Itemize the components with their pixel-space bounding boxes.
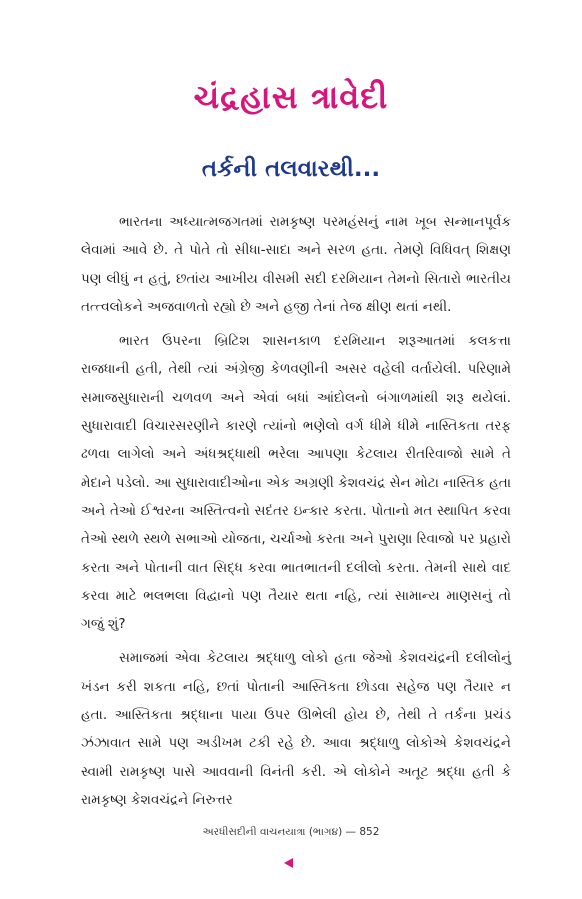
author-name: ચંદ્રહાસ ત્રાવેદી xyxy=(193,78,389,116)
paragraph-2: ભારત ઉપરના બ્રિટિશ શાસનકાળ દરમિયાન શરૂઆતમાં કલકત્તા રાજધાની હતી, તેથી ત્યાં અંગ્રેજી કેળવણીની અસર વહેલી વર્તાયેલી. પરિણામે સમાજસુધારાની ચળવળ અને એવાં બધાં આંદોલનો બંગાળમાંથી શરૂ થયેલાં. સુધારાવાદી વિચારસરણીને કારણે ત્યાંનો ભણેલો વર્ગ ધીમે ધીમે નાસ્તિકતા તરફ ઢળવા લાગેલો અને અંધશ્રદ્ધાથી ભરેલા આપણા કેટલાય રીતરિવાજો સામે તે મેદાને પડેલો. આ સુધારાવાદીઓના એક અગ્રણી કેશવચંદ્ર સેન મોટા નાસ્તિક હતા અને તેઓ ઈશ્વરના અસ્તિત્વનો સદંતર ઇન્કાર કરતા. પોતાનો મત સ્થાપિત કરવા તેઓ સ્થળે સ્થળે સભાઓ યોજતા, ચર્ચાઓ કરતા અને પુરાણા રિવાજો પર પ્રહારો કરતા અને પોતાની વાત સિદ્ધ કરવા ભાતભાતની દલીલો કરતા. તેમની સાથે વાદ કરવા માટે ભલભલા વિદ્વાનો પણ તૈયાર થતા નહિ, ત્યાં સામાન્ય માણસનું તો ગજું શું? xyxy=(81,333,511,633)
paragraph-1: ભારતના અધ્યાત્મજગતમાં રામકૃષ્ણ પરમહંસનું નામ ખૂબ સન્માનપૂર્વક લેવામાં આવે છે. તે પોતે તો સીધા-સાદા અને સરળ હતા. તેમણે વિધિવત્ શિક્ષણ પણ લીધું ન હતું, છતાંય આખીય વીસમી સદી દરમિયાન તેમનો સિતારો ભારતીય તત્ત્વલોકને અજવાળતો રહ્યો છે અને હજી તેનાં તેજ ક્ષીણ થતાં નથી. xyxy=(81,214,511,315)
article-body xyxy=(81,208,511,814)
page-footer: અરધીસદીની વાચનયાત્રા (ભાગ૪) — 852 xyxy=(202,826,380,838)
article-title: તર્કની તલવારથી... xyxy=(201,156,381,182)
paragraph-3: સમાજમાં એવા કેટલાય શ્રદ્ધાળુ લોકો હતા જેઓ કેશવચંદ્રની દલીલોનું ખંડન કરી શકતા નહિ, છતાં પોતાની આસ્તિકતા છોડવા સહેજ પણ તૈયાર ન હતા. આસ્તિકતા શ્રદ્ધાના પાયા ઉપર ઊભેલી હોય છે, તેથી તે તર્કના પ્રચંડ ઝંઝાવાત સામે પણ અડીખમ ટકી રહે છે. આવા શ્રદ્ધાળુ લોકોએ કેશવચંદ્રને સ્વામી રામકૃષ્ણ પાસે આવવાની વિનંતી કરી. એ લોકોને અતૂટ શ્રદ્ધા હતી કે રામકૃષ્ણ કેશવચંદ્રને નિરુત્તર xyxy=(81,650,511,808)
left-arrow-icon[interactable] xyxy=(284,858,293,868)
